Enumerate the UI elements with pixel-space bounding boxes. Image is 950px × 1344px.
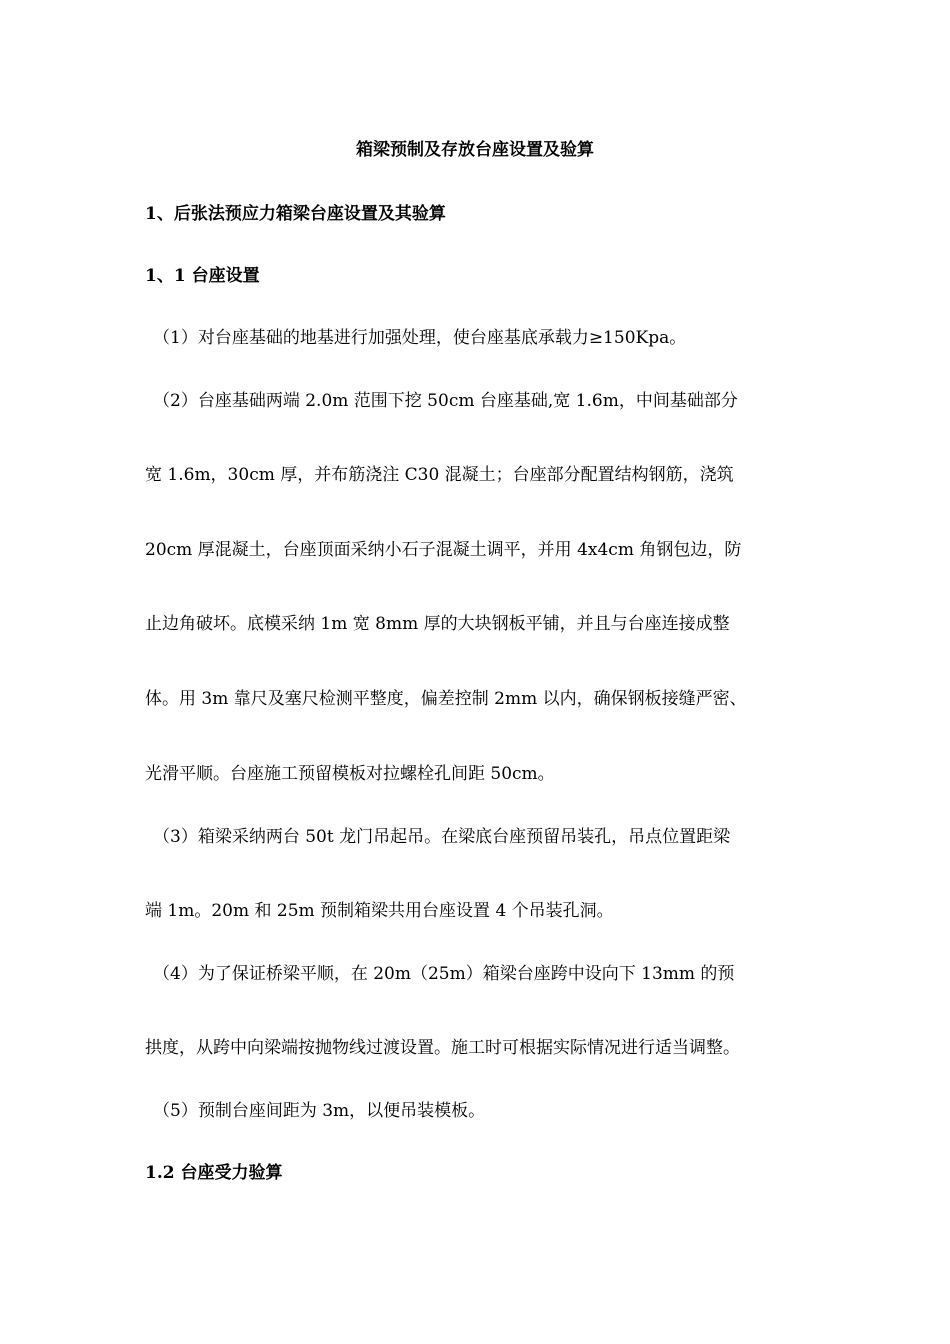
paragraph-4-line-1: （4）为了保证桥梁平顺，在 20m（25m）箱梁台座跨中设向下 13mm 的预 [153, 964, 735, 984]
paragraph-2-line-5: 体。用 3m 靠尺及塞尺检测平整度，偏差控制 2mm 以内，确保钢板接缝严密、 [145, 689, 747, 709]
paragraph-3-line-2: 端 1m。20m 和 25m 预制箱梁共用台座设置 4 个吊装孔洞。 [145, 901, 614, 921]
section-heading-1-1: 1、1 台座设置 [145, 266, 260, 286]
paragraph-2-line-2: 宽 1.6m，30cm 厚，并布筋浇注 C30 混凝土；台座部分配置结构钢筋，浇筑 [145, 465, 734, 485]
paragraph-2-line-3: 20cm 厚混凝土，台座顶面采纳小石子混凝土调平，并用 4x4cm 角钢包边，防 [145, 540, 742, 560]
paragraph-2-line-6: 光滑平顺。台座施工预留模板对拉螺栓孔间距 50cm。 [145, 764, 555, 784]
paragraph-2-line-1: （2）台座基础两端 2.0m 范围下挖 50cm 台座基础,宽 1.6m，中间基础部分 [153, 391, 738, 411]
section-heading-1-2: 1.2 台座受力验算 [145, 1163, 283, 1183]
paragraph-1: （1）对台座基础的地基进行加强处理，使台座基底承载力≥150Kpa。 [153, 328, 687, 348]
paragraph-3-line-1: （3）箱梁采纳两台 50t 龙门吊起吊。在梁底台座预留吊装孔，吊点位置距梁 [153, 827, 731, 847]
paragraph-4-line-2: 拱度，从跨中向梁端按抛物线过渡设置。施工时可根据实际情况进行适当调整。 [145, 1038, 740, 1058]
paragraph-2-line-4: 止边角破坏。底模采纳 1m 宽 8mm 厚的大块钢板平铺，并且与台座连接成整 [145, 614, 730, 634]
section-heading-1: 1、后张法预应力箱梁台座设置及其验算 [145, 204, 446, 224]
paragraph-5: （5）预制台座间距为 3m，以便吊装模板。 [153, 1101, 486, 1121]
document-title: 箱梁预制及存放台座设置及验算 [356, 140, 594, 160]
